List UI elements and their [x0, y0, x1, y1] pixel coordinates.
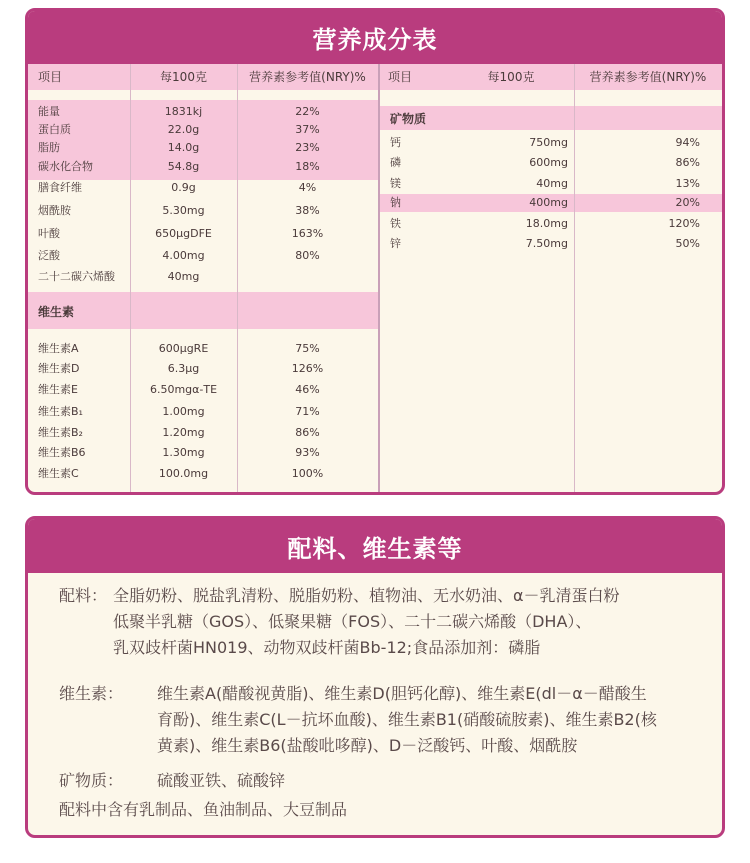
nutrient-row-nry: 80% [295, 249, 320, 262]
ingredient-line: 乳双歧杆菌HN019、动物双歧杆菌Bb-12;食品添加剂：磷脂 [113, 638, 541, 657]
nutrient-row-value: 5.30mg [162, 204, 205, 217]
mineral-row-nry: 86% [675, 156, 700, 169]
header-per100-right: 每100克 [487, 70, 535, 84]
nutrient-row-nry: 163% [291, 227, 324, 240]
vitamin-row-nry: 100% [291, 467, 324, 480]
mineral-row-nry: 94% [675, 136, 700, 149]
vitamin-row-name: 维生素A [38, 342, 79, 355]
nutrient-row-name: 烟酰胺 [38, 204, 71, 217]
nutrition-panel [25, 8, 725, 495]
highlight-mineral-section [380, 106, 722, 130]
nutrient-row-value: 54.8g [167, 160, 200, 173]
nutrient-row-name: 叶酸 [38, 227, 60, 240]
header-nry-right: 营养素参考值(NRY)% [589, 70, 707, 84]
ingredient-line: 黄素)、维生素B6(盐酸吡哆醇)、D－泛酸钙、叶酸、烟酰胺 [157, 736, 578, 755]
nutrient-row-nry: 18% [295, 160, 320, 173]
ingredient-line: 全脂奶粉、脱盐乳清粉、脱脂奶粉、植物油、无水奶油、α－乳清蛋白粉 [113, 586, 620, 605]
vitamin-row-name: 维生素C [38, 467, 79, 480]
ingredient-block [59, 797, 699, 823]
nutrient-row-name: 脂肪 [38, 141, 60, 154]
nutrient-row-value: 4.00mg [162, 249, 205, 262]
highlight-vitamin-section [28, 292, 378, 329]
header-per100-left: 每100克 [160, 70, 207, 84]
mineral-row-nry: 50% [675, 237, 700, 250]
ingredients-panel [25, 516, 725, 838]
header-nry-left: 营养素参考值(NRY)% [249, 70, 366, 84]
nutrient-row-value: 22.0g [167, 123, 200, 136]
nutrient-row-name: 能量 [38, 105, 60, 118]
mineral-row-name: 锌 [390, 237, 401, 250]
vitamin-row-nry: 93% [295, 446, 320, 459]
nutrient-row-nry: 22% [295, 105, 320, 118]
vitamin-row-name: 维生素B6 [38, 446, 86, 459]
nutrient-row-nry: 4% [298, 181, 317, 194]
nutrient-row-name: 蛋白质 [38, 123, 71, 136]
nutrient-row-value: 1831kj [164, 105, 203, 118]
ingredient-label: 维生素： [59, 684, 124, 703]
vitamin-row-value: 100.0mg [158, 467, 209, 480]
nutrition-title: 营养成分表 [28, 11, 722, 64]
vitamin-row-nry: 71% [295, 405, 320, 418]
mineral-row-nry: 120% [668, 217, 700, 230]
vitamin-row-value: 600μgRE [158, 342, 209, 355]
mineral-row-value: 40mg [536, 177, 568, 190]
nutrient-row-name: 膳食纤维 [38, 181, 82, 194]
ingredient-line: 低聚半乳糖（GOS）、低聚果糖（FOS）、二十二碳六烯酸（DHA）、 [113, 612, 592, 631]
vitamin-row-name: 维生素B₂ [38, 426, 83, 439]
nutrient-row-value: 14.0g [167, 141, 200, 154]
col-divider [574, 64, 575, 492]
mineral-section-title: 矿物质 [390, 112, 427, 126]
nutrient-row-value: 0.9g [171, 181, 196, 194]
mineral-row-value: 600mg [529, 156, 568, 169]
ingredients-title: 配料、维生素等 [28, 519, 722, 573]
ingredient-line: 硫酸亚铁、硫酸锌 [157, 771, 286, 790]
mineral-row-name: 磷 [390, 156, 401, 169]
ingredient-label: 配料： [59, 586, 108, 605]
nutrient-row-name: 泛酸 [38, 249, 60, 262]
vitamin-row-nry: 86% [295, 426, 320, 439]
mineral-row-value: 400mg [529, 196, 568, 209]
mineral-row-name: 铁 [390, 217, 401, 230]
vitamin-row-nry: 126% [291, 362, 324, 375]
nutrient-row-value: 40mg [167, 270, 200, 283]
mineral-row-name: 钠 [390, 196, 401, 209]
ingredient-block [59, 583, 699, 661]
mineral-row-value: 18.0mg [525, 217, 568, 230]
mineral-row-value: 750mg [529, 136, 568, 149]
vitamin-row-nry: 46% [295, 383, 320, 396]
nutrition-table [28, 64, 722, 492]
nutrient-row-nry: 37% [295, 123, 320, 136]
ingredient-block [59, 681, 699, 759]
vitamin-row-name: 维生素E [38, 383, 78, 396]
mineral-row-nry: 13% [675, 177, 700, 190]
nutrient-row-nry: 38% [295, 204, 320, 217]
mineral-row-nry: 20% [675, 196, 700, 209]
vitamin-row-value: 6.50mgα-TE [149, 383, 218, 396]
vitamin-row-nry: 75% [295, 342, 320, 355]
mineral-row-name: 钙 [390, 136, 401, 149]
nutrient-row-name: 碳水化合物 [38, 160, 93, 173]
nutrient-row-value: 650μgDFE [155, 227, 212, 240]
ingredient-label: 矿物质： [59, 771, 124, 790]
col-divider [378, 64, 380, 492]
ingredient-block [59, 768, 699, 794]
header-item-right: 项目 [388, 70, 413, 84]
nutrient-row-nry: 23% [295, 141, 320, 154]
vitamin-row-value: 1.20mg [162, 426, 205, 439]
vitamin-row-name: 维生素B₁ [38, 405, 83, 418]
ingredient-line: 育酚)、维生素C(L－抗坏血酸)、维生素B1(硝酸硫胺素)、维生素B2(核 [157, 710, 657, 729]
vitamin-row-value: 1.30mg [162, 446, 205, 459]
mineral-row-name: 镁 [390, 177, 401, 190]
vitamin-row-value: 1.00mg [162, 405, 205, 418]
ingredient-line: 维生素A(醋酸视黄脂)、维生素D(胆钙化醇)、维生素E(dl－α－醋酸生 [157, 684, 647, 703]
nutrient-row-name: 二十二碳六烯酸 [38, 270, 115, 283]
mineral-row-value: 7.50mg [525, 237, 568, 250]
vitamin-row-value: 6.3μg [167, 362, 200, 375]
vitamin-row-name: 维生素D [38, 362, 80, 375]
vitamin-section-title: 维生素 [38, 305, 75, 319]
ingredient-line: 配料中含有乳制品、鱼油制品、大豆制品 [59, 800, 348, 819]
header-item-left: 项目 [38, 70, 63, 84]
